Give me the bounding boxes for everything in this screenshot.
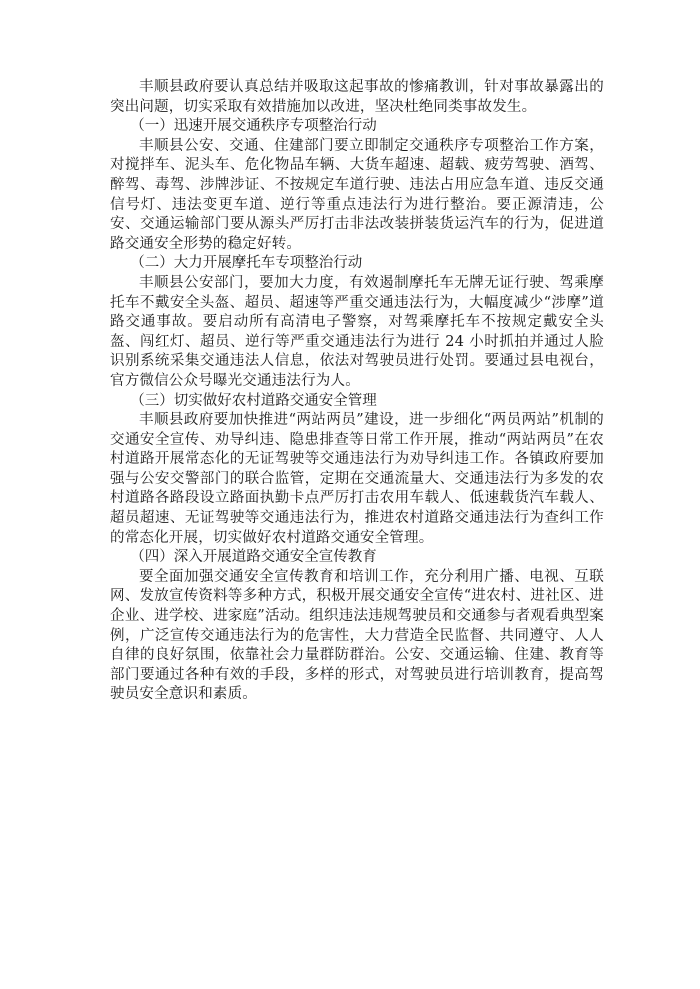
intro-paragraph: 丰顺县政府要认真总结并吸取这起事故的惨痛教训，针对事故暴露出的突出问题，切实采取有效措施加以改进，坚决杜绝同类事故发生。 [110, 79, 604, 115]
section-body-2: 丰顺县公安部门，要加大力度，有效遏制摩托车无牌无证行驶、驾乘摩托车不戴安全头盔、超员、超速等严重交通违法行为，大幅度减少“涉摩”道路交通事故。要启动所有高清电子警察，对驾乘摩托车不按规定戴安全头盔、闯红灯、超员、逆行等严重交通违法行为进行 24 小时抓拍并通过人脸识别系统采集交通违法人信息，依法对驾驶员进行处罚。要通过县电视台，官方微信公众号曝光交通违法行为人。 [110, 274, 604, 389]
section-body-1: 丰顺县公安、交通、住建部门要立即制定交通秩序专项整治工作方案，对搅拌车、泥头车、危化物品车辆、大货车超速、超载、疲劳驾驶、酒驾、醉驾、毒驾、涉牌涉证、不按规定车道行驶、违法占用应急车道、违反交通信号灯、违法变更车道、逆行等重点违法行为进行整治。要正源清违，公安、交通运输部门要从源头严厉打击非法改装拼装货运汽车的行为，促进道路交通安全形势的稳定好转。 [110, 137, 604, 252]
section-heading-3: （三）切实做好农村道路交通安全管理 [130, 392, 377, 409]
section-body-4: 要全面加强交通安全宣传教育和培训工作，充分利用广播、电视、互联网、发放宣传资料等多种方式，积极开展交通安全宣传“进农村、进社区、进企业、进学校、进家庭”活动。组织违法违规驾驶员和交通参与者观看典型案例，广泛宣传交通违法行为的危害性，大力营造全民监督、共同遵守、人人自律的良好氛围，依靠社会力量群防群治。公安、交通运输、住建、教育等部门要通过各种有效的手段，多样的形式，对驾驶员进行培训教育，提高驾驶员安全意识和素质。 [110, 568, 604, 703]
section-heading-1: （一）迅速开展交通秩序专项整治行动 [130, 118, 377, 135]
section-heading-4: （四）深入开展道路交通安全宣传教育 [130, 549, 377, 566]
document-body [110, 78, 604, 705]
section-body-3: 丰顺县政府要加快推进“两站两员”建设，进一步细化“两员两站”机制的交通安全宣传、劝导纠违、隐患排查等日常工作开展，推动“两站两员”在农村道路开展常态化的无证驾驶等交通违法行为劝导纠违工作。各镇政府要加强与公安交警部门的联合监管，定期在交通流量大、交通违法行为多发的农村道路各路段设立路面执勤卡点严厉打击农用车载人、低速载货汽车载人、超员超速、无证驾驶等交通违法行为，推进农村道路交通违法行为查纠工作的常态化开展，切实做好农村道路交通安全管理。 [110, 412, 604, 546]
section-heading-2: （二）大力开展摩托车专项整治行动 [130, 255, 363, 272]
